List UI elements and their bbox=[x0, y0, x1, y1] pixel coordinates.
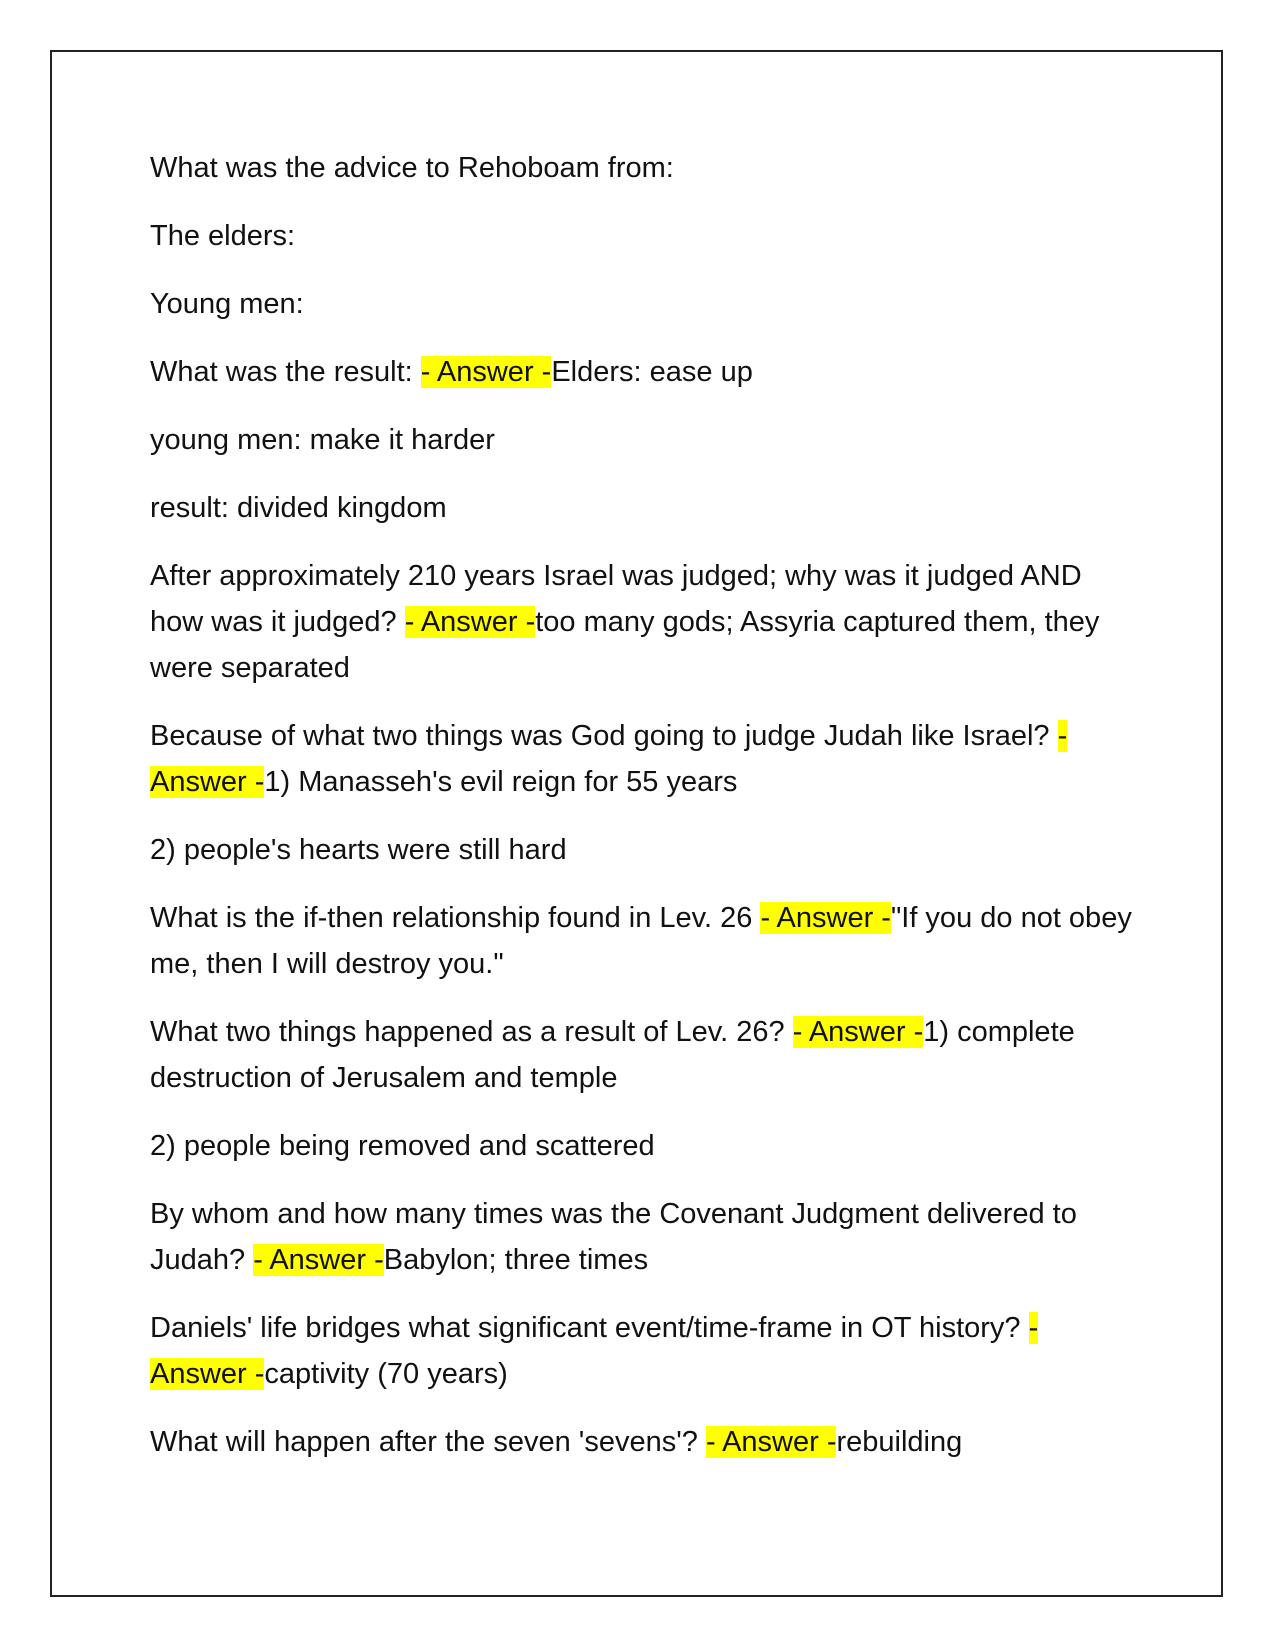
paragraph-text: young men: make it harder bbox=[150, 424, 495, 456]
answer-text: 1) complete destruction of Jerusalem and temple bbox=[150, 1016, 1075, 1094]
qa-paragraph bbox=[150, 895, 1140, 987]
question-text: Because of what two things was God going to judge Judah like Israel? bbox=[150, 720, 1058, 752]
paragraph-text: 2) people's hearts were still hard bbox=[150, 834, 567, 866]
question-text: What is the if-then relationship found in Lev. 26 bbox=[150, 902, 761, 934]
paragraph bbox=[150, 281, 1140, 327]
question-text: What two things happened as a result of Lev. 26? bbox=[150, 1016, 793, 1048]
answer-marker: - Answer - bbox=[150, 1312, 1039, 1390]
qa-paragraph bbox=[150, 713, 1140, 805]
qa-paragraph bbox=[150, 1419, 1140, 1465]
paragraph bbox=[150, 1123, 1140, 1169]
question-text: What was the result: bbox=[150, 356, 421, 388]
question-text: Daniels' life bridges what significant event/time-frame in OT history? bbox=[150, 1312, 1029, 1344]
paragraph bbox=[150, 827, 1140, 873]
answer-text: captivity (70 years) bbox=[264, 1358, 508, 1390]
qa-paragraph bbox=[150, 1191, 1140, 1283]
paragraph-text: What was the advice to Rehoboam from: bbox=[150, 152, 674, 184]
answer-marker: - Answer - bbox=[792, 1016, 924, 1048]
paragraph-text: Young men: bbox=[150, 288, 304, 320]
paragraph bbox=[150, 417, 1140, 463]
question-text: By whom and how many times was the Covenant Judgment delivered to Judah? bbox=[150, 1198, 1077, 1276]
answer-marker: - Answer - bbox=[420, 356, 552, 388]
answer-text: too many gods; Assyria captured them, they were separated bbox=[150, 606, 1100, 684]
paragraph bbox=[150, 213, 1140, 259]
answer-marker: - Answer - bbox=[150, 720, 1068, 798]
paragraph-text: The elders: bbox=[150, 220, 296, 252]
qa-paragraph bbox=[150, 349, 1140, 395]
qa-paragraph bbox=[150, 1009, 1140, 1101]
answer-text: 1) Manasseh's evil reign for 55 years bbox=[264, 766, 738, 798]
answer-marker: - Answer - bbox=[705, 1426, 837, 1458]
answer-text: "If you do not obey me, then I will destroy you." bbox=[150, 902, 1132, 980]
answer-marker: - Answer - bbox=[253, 1244, 384, 1276]
paragraph-text: 2) people being removed and scattered bbox=[150, 1130, 655, 1162]
document-body bbox=[150, 145, 1140, 1487]
paragraph bbox=[150, 485, 1140, 531]
question-text: What will happen after the seven 'sevens'? bbox=[150, 1426, 706, 1458]
answer-text: Elders: ease up bbox=[551, 356, 753, 388]
question-text: After approximately 210 years Israel was judged; why was it judged AND how was it judged? bbox=[150, 560, 1082, 638]
answer-marker: - Answer - bbox=[404, 606, 536, 638]
answer-marker: - Answer - bbox=[760, 902, 891, 934]
paragraph bbox=[150, 145, 1140, 191]
answer-text: Babylon; three times bbox=[383, 1244, 649, 1276]
qa-paragraph bbox=[150, 553, 1140, 691]
answer-text: rebuilding bbox=[836, 1426, 963, 1458]
paragraph-text: result: divided kingdom bbox=[150, 492, 447, 524]
qa-paragraph bbox=[150, 1305, 1140, 1397]
